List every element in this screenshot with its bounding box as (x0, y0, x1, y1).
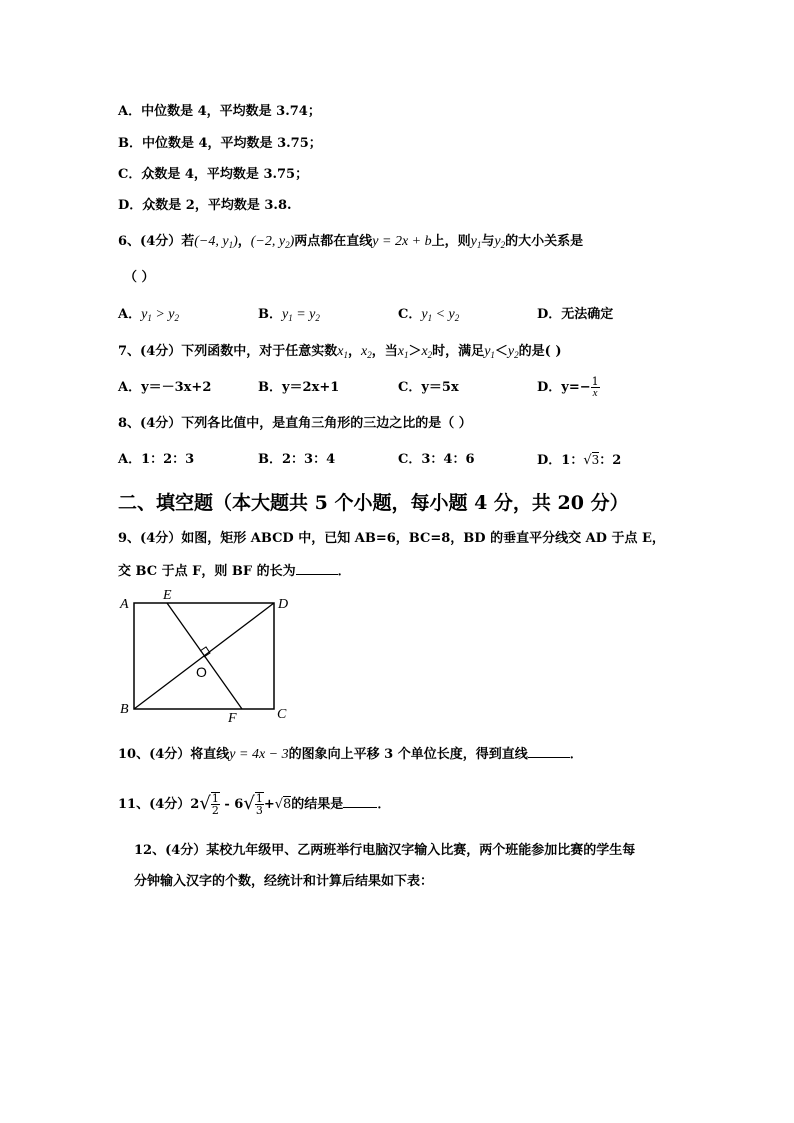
q12-line1: 12、(4分）某校九年级甲、乙两班举行电脑汉字输入比赛，两个班能参加比赛的学生每 (134, 843, 636, 858)
q5-option-d: D．众数是 2，平均数是 3.8. (118, 198, 292, 213)
q8-option-c: C．3：4：6 (398, 452, 475, 467)
q9-line2: 交 BC 于点 F，则 BF 的长为 ． (118, 564, 351, 579)
q12-line2: 分钟输入汉字的个数，经统计和计算后结果如下表： (134, 874, 434, 889)
fraction: $\frac{1}{x}$ (591, 375, 599, 399)
q6-option-b: B．$y_1 = y_2$ (258, 307, 320, 323)
q6-line-equation: y = 2x + b (372, 234, 432, 249)
answer-blank[interactable] (528, 745, 570, 758)
sqrt-symbol: √ (583, 453, 592, 468)
label-d: D (278, 597, 289, 612)
q7-option-a: A．y＝－3x+2 (118, 380, 212, 395)
q6-stem: 6、(4分）若(−4, $y_1$)，(−2, $y_2$)两点都在直线y = 2x + b上，则$y_1$与$y_2$的大小关系是 (118, 234, 584, 250)
q7-option-b: B．y＝2x+1 (258, 380, 340, 395)
q6-point2: (−2, $y_2$) (250, 234, 295, 250)
label-a: A (120, 597, 129, 612)
sqrt-fraction: √ $\frac{1}{3}$ (243, 792, 263, 817)
q6-option-c: C．$y_1 < y_2$ (398, 307, 460, 323)
q10-equation: y = 4x − 3 (229, 747, 289, 762)
sqrt-fraction: √ $\frac{1}{2}$ (199, 792, 219, 817)
q6-number: 6、(4分）若 (118, 234, 195, 249)
q6-answer-paren: （ ） (124, 270, 155, 285)
q5-option-b: B．中位数是 4，平均数是 3.75； (118, 136, 322, 151)
q10-stem: 10、(4分）将直线y = 4x − 3的图象向上平移 3 个单位长度，得到直线 ． (118, 747, 583, 762)
q7-stem: 7、(4分）下列函数中，对于任意实数$x_1$，$x_2$，当$x_1>x_2$时，满足$y_1<y_2$的是( ) (118, 344, 562, 360)
sqrt-symbol: √ (274, 796, 284, 812)
q8-option-a: A．1：2：3 (118, 452, 195, 467)
label-b: B (120, 702, 129, 717)
q6-option-d: D．无法确定 (537, 307, 614, 322)
q11-stem: 11、(4分）2√ $\frac{1}{2}$ - 6√ $\frac{1}{3}$ +√8的结果是 ． (118, 784, 390, 825)
label-c: C (277, 707, 287, 722)
q7-option-c: C．y＝5x (398, 380, 459, 395)
rectangle-figure (112, 585, 302, 725)
label-o: O (196, 664, 207, 680)
answer-blank[interactable] (343, 795, 377, 808)
label-e: E (163, 588, 172, 603)
q8-stem: 8、(4分）下列各比值中，是直角三角形的三边之比的是（ ） (118, 416, 472, 431)
answer-blank[interactable] (296, 562, 338, 575)
q9-line1: 9、(4分）如图，矩形 ABCD 中，已知 AB=6，BC=8，BD 的垂直平分线交 AD 于点 E， (118, 531, 665, 546)
q5-option-a: A．中位数是 4，平均数是 3.74； (118, 104, 321, 119)
q7-option-d: D．y=− $\frac{1}{x}$ (537, 375, 599, 399)
section-heading: 二、填空题（本大题共 5 个小题，每小题 4 分，共 20 分） (118, 492, 629, 514)
perpendicular-bisector-ef (167, 603, 242, 709)
q8-option-b: B．2：3：4 (258, 452, 336, 467)
q8-option-d: D．1：√3：2 (537, 453, 622, 468)
q6-point1: (−4, $y_1$) (194, 234, 238, 250)
q5-option-c: C．众数是 4，平均数是 3.75； (118, 167, 309, 182)
q6-option-a: A．$y_1 > y_2$ (118, 307, 179, 323)
label-f: F (228, 711, 237, 725)
